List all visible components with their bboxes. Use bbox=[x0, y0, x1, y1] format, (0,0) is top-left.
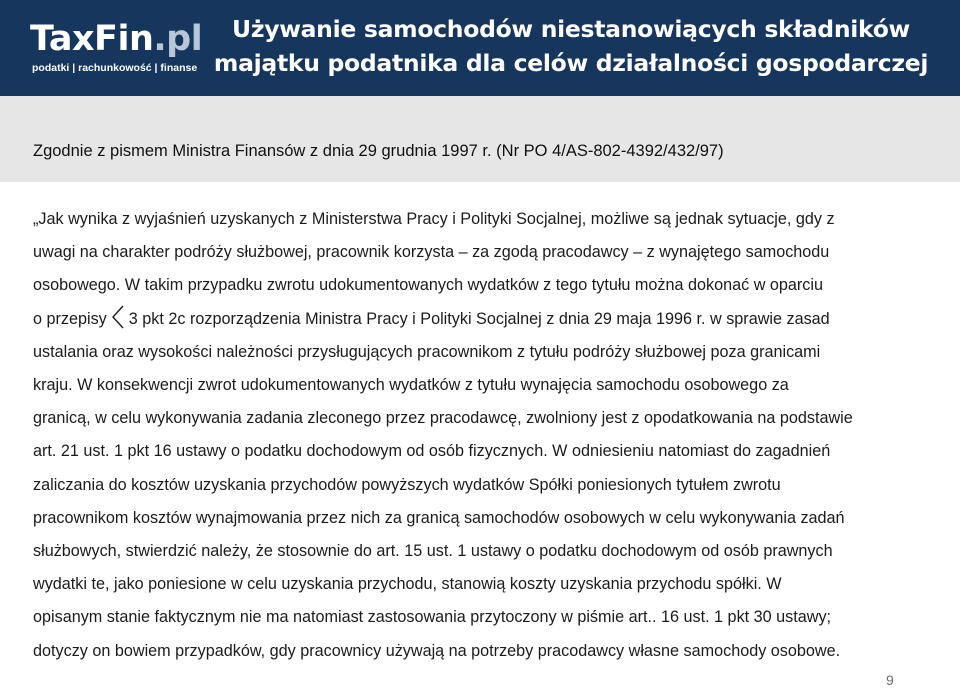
slide-title bbox=[196, 12, 946, 80]
body-line-7: granicą, w celu wykonywania zadania zleconego przez pracodawcę, zwolniony jest z opodatkowania na podstawie bbox=[33, 409, 853, 428]
body-line-11: służbowych, stwierdzić należy, że stosownie do art. 15 ust. 1 ustawy o podatku dochodowym od osób prawnych bbox=[33, 542, 833, 561]
slide-title-line-1: Używanie samochodów niestanowiących składników bbox=[232, 15, 910, 43]
quote-body bbox=[33, 203, 933, 668]
body-line-13: opisanym stanie faktycznym nie ma natomiast zastosowania przytoczony w piśmie art.. 16 ust. 1 pkt 30 ustawy; bbox=[33, 608, 832, 627]
body-line-4-start: o przepisy bbox=[33, 309, 107, 328]
body-line-6: kraju. W konsekwencji zwrot udokumentowanych wydatków z tytułu wynajęcia samochodu osobowego za bbox=[33, 376, 789, 395]
body-line-9: zaliczania do kosztów uzyskania przychodów powyższych wydatków Spółki poniesionych tytułem zwrotu bbox=[33, 475, 781, 494]
logo-tagline: podatki | rachunkowość | finanse bbox=[32, 62, 198, 74]
logo-name: TaxFin bbox=[30, 19, 154, 59]
body-line-5: ustalania oraz wysokości należności przysługujących pracownikom z tytułu podróży służbowej poza granicami bbox=[33, 342, 821, 361]
paragraph-mark-icon bbox=[111, 304, 125, 330]
logo-tld: .pl bbox=[153, 19, 203, 59]
body-line-4-end: 3 pkt 2c rozporządzenia Ministra Pracy i Polityki Socjalnej z dnia 29 maja 1996 r. w sprawie zasad bbox=[128, 309, 830, 328]
taxfin-logo[interactable] bbox=[30, 18, 203, 78]
subheader-bar bbox=[0, 96, 960, 182]
body-line-12: wydatki te, jako poniesione w celu uzyskania przychodu, stanowią koszty uzyskania przychodu spółki. W bbox=[33, 575, 782, 594]
body-line-4 bbox=[33, 303, 933, 336]
body-line-2: uwagi na charakter podróży służbowej, pracownik korzysta – za zgodą pracodawcy – z wynajętego samochodu bbox=[33, 243, 830, 262]
body-line-1: „Jak wynika z wyjaśnień uzyskanych z Ministerstwa Pracy i Polityki Socjalnej, możliwe są jednak sytuacje, gdy z bbox=[33, 210, 835, 228]
page-number: 9 bbox=[886, 672, 894, 688]
slide-title-line-2: majątku podatnika dla celów działalności gospodarczej bbox=[213, 49, 929, 77]
body-line-3: osobowego. W takim przypadku zwrotu udokumentowanych wydatków z tego tytułu można dokonać w oparciu bbox=[33, 276, 823, 295]
body-line-8: art. 21 ust. 1 pkt 16 ustawy o podatku dochodowym od osób fizycznych. W odniesieniu natomiast do zagadnień bbox=[33, 442, 831, 461]
body-line-10: pracownikom kosztów wynajmowania przez nich za granicą samochodów osobowych w celu wykonywania zadań bbox=[33, 508, 845, 527]
body-line-14: dotyczy on bowiem przypadków, gdy pracownicy używają na potrzeby pracodawcy własne samochody osobowe. bbox=[33, 641, 841, 660]
logo-wordmark bbox=[30, 18, 202, 60]
subheader-text: Zgodnie z pismem Ministra Finansów z dnia 29 grudnia 1997 r. (Nr PO 4/AS-802-4392/432/97) bbox=[33, 142, 724, 160]
header-bar bbox=[0, 0, 960, 96]
